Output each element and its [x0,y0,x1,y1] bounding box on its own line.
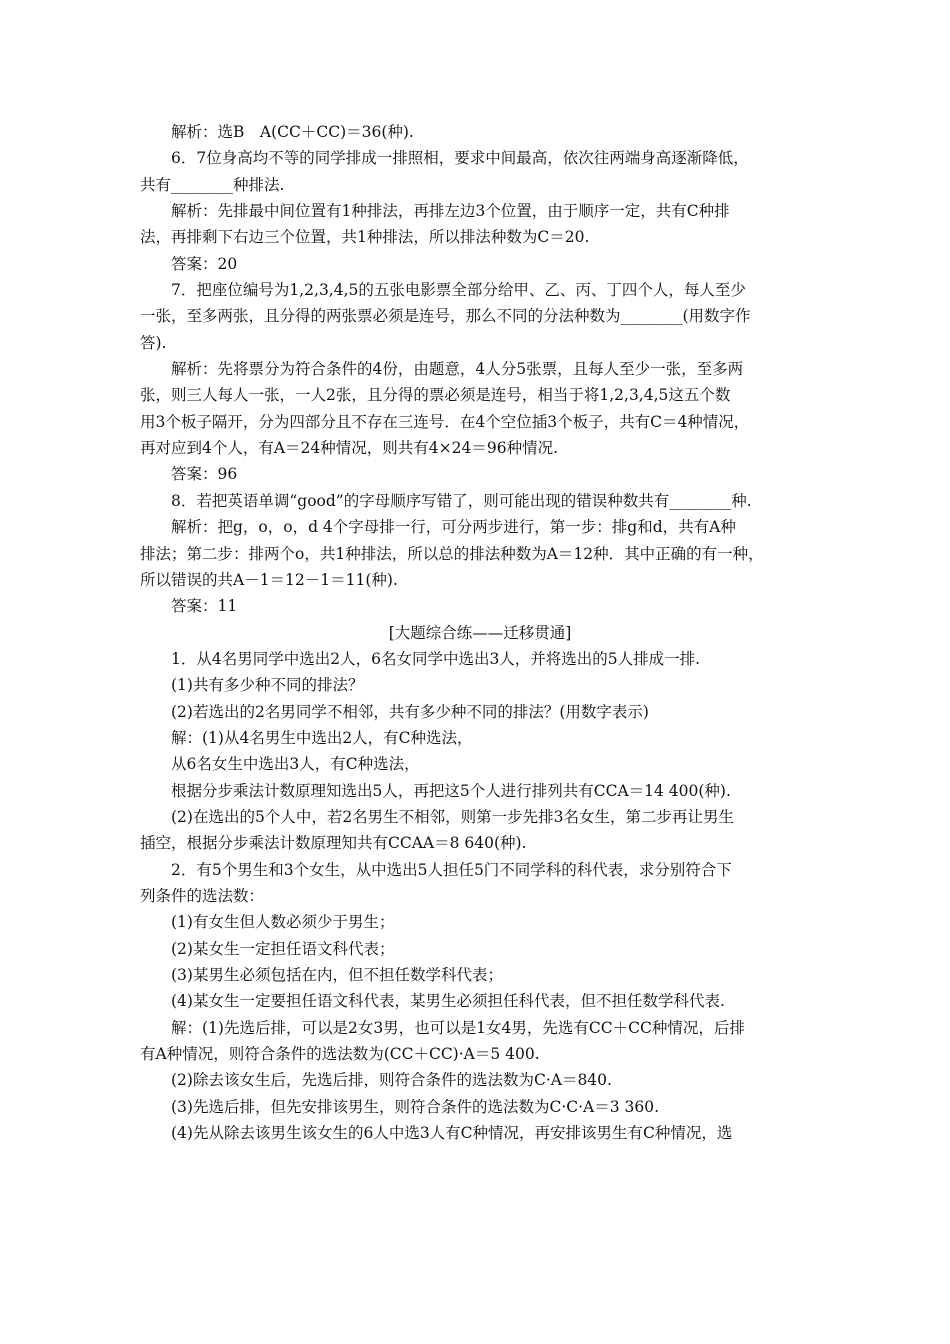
text-line: 从6名女生中选出3人，有C种选法， [171,755,420,774]
text-line: 插空，根据分步乘法计数原理知共有CCAA＝8 640(种). [140,834,527,853]
section-heading: [大题综合练——迁移贯通] [388,623,572,642]
text-line: (1)有女生但人数必须少于男生； [171,913,395,932]
text-line: 8．若把英语单调“good”的字母顺序写错了，则可能出现的错误种数共有________种. [171,491,752,510]
text-line: 解析：先将票分为符合条件的4份，由题意，4人分5张票，且每人至少一张，至多两 [171,360,744,379]
text-line: 用3个板子隔开，分为四部分且不存在三连号．在4个空位插3个板子，共有C＝4种情况， [140,412,750,431]
text-line: 有A种情况，则符合条件的选法数为(CC＋CC)·A＝5 400. [140,1045,540,1064]
text-line: 答案：20 [171,254,238,273]
text-line: 答案：11 [171,597,238,616]
text-line: (2)除去该女生后，先选后排，则符合条件的选法数为C·A＝840. [171,1071,612,1090]
document-body [140,119,820,1146]
text-line: 解：(1)先选后排，可以是2女3男，也可以是1女4男，先选有CC＋CC种情况，后排 [171,1018,745,1037]
text-line: 再对应到4个人，有A＝24种情况，则共有4×24＝96种情况. [140,439,559,458]
text-line: (3)某男生必须包括在内，但不担任数学科代表； [171,966,503,984]
text-line: 解：(1)从4名男生中选出2人，有C种选法， [171,728,473,747]
text-line: 共有________种排法. [140,175,285,194]
text-line: (4)先从除去该男生该女生的6人中选3人有C种情况，再安排该男生有C种情况，选 [171,1124,733,1143]
text-line: 6．7位身高均不等的同学排成一排照相，要求中间最高，依次往两端身高逐渐降低， [171,149,749,168]
text-line: 解析：先排最中间位置有1种排法，再排左边3个位置，由于顺序一定，共有C种排 [171,202,730,221]
text-line: (2)在选出的5个人中，若2名男生不相邻，则第一步先排3名女生，第二步再让男生 [171,807,735,826]
text-line: 根据分步乘法计数原理知选出5人，再把这5个人进行排列共有CCA＝14 400(种). [171,781,731,800]
text-line: 答). [140,333,167,352]
text-line: 解析：把g，o，o，d 4个字母排一行，可分两步进行，第一步：排g和d，共有A种 [171,518,736,537]
text-line: (3)先选后排，但先安排该男生，则符合条件的选法数为C·C·A＝3 360. [171,1097,660,1116]
text-line: 解析：选B A(CC＋CC)＝36(种). [171,123,414,141]
text-line: 排法；第二步：排两个o，共1种排法，所以总的排法种数为A＝12种．其中正确的有一种， [140,544,764,563]
text-line: 法，再排剩下右边三个位置，共1种排法，所以排法种数为C＝20. [140,228,590,247]
text-line: (1)共有多少种不同的排法？ [171,676,364,695]
text-line: (2)若选出的2名男同学不相邻，共有多少种不同的排法？(用数字表示) [171,702,649,721]
text-line: 张，则三人每人一张，一人2张，且分得的票必须是连号，相当于将1,2,3,4,5这五个数 [140,386,731,405]
text-line: 1．从4名男同学中选出2人，6名女同学中选出3人，并将选出的5人排成一排. [171,649,701,668]
text-line: 7．把座位编号为1,2,3,4,5的五张电影票全部分给甲、乙、丙、丁四个人，每人至少 [171,281,746,300]
text-line: 答案：96 [171,465,238,484]
text-line: 列条件的选法数： [140,886,265,905]
text-line: 所以错误的共A－1＝12－1＝11(种). [140,570,398,589]
text-line: (2)某女生一定担任语文科代表； [171,939,395,958]
text-line: 一张，至多两张，且分得的两张票必须是连号，那么不同的分法种数为________(用数字作 [140,307,751,326]
text-line: 2．有5个男生和3个女生，从中选出5人担任5门不同学科的科代表，求分别符合下 [171,860,732,879]
text-line: (4)某女生一定要担任语文科代表，某男生必须担任科代表，但不担任数学科代表. [171,992,725,1011]
